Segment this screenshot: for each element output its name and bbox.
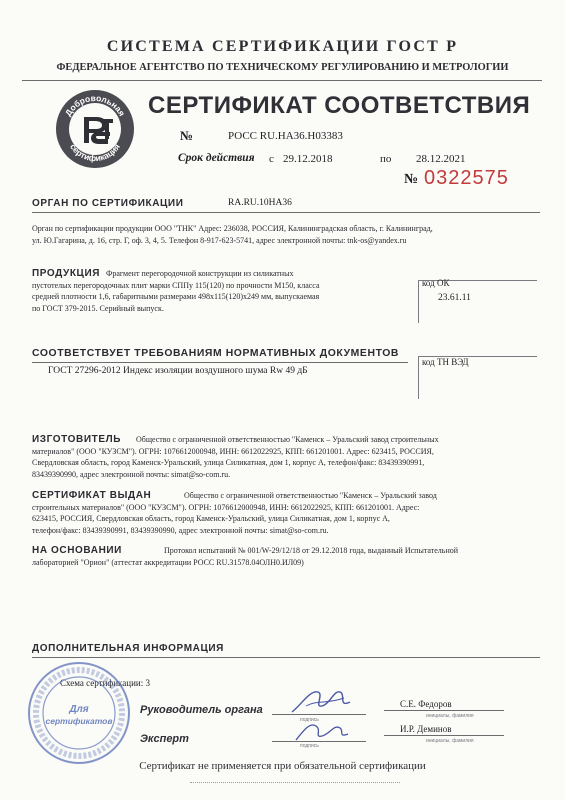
product-line: Фрагмент перегородочной конструкции из силикатных [106,269,294,278]
issued-to-label: СЕРТИФИКАТ ВЫДАН [32,490,152,501]
stamp [26,660,132,766]
certification-body-divider [32,212,540,213]
manufacturer-line: Общество с ограниченной ответственностью "Каменск – Уральский завод строительных [136,435,439,444]
head-name-caption: инициалы, фамилия [426,713,474,719]
basis-line: лабораторией "Орион" (аттестат аккредитации РОСС RU.31578.04ОЛН0.ИЛ09) [32,557,304,567]
logo-text-bottom: сертификация [68,141,122,164]
blank-number-sign: № [404,172,419,187]
head-label: Руководитель органа [140,704,263,716]
blank-number: 0322575 [424,167,509,189]
certification-body-line: ул. Ю.Гагарина, д. 16, стр. Г, оф. 3, 4, 5. Телефон 8-917-623-5741, адрес электронной почты: tnk-os@yandex.ru [32,235,407,245]
head-signature-icon [288,684,358,718]
certificate-number: РОСС RU.НА36.Н03383 [228,130,343,142]
footer-print-line [190,782,400,785]
expert-name-caption: инициалы, фамилия [426,738,474,744]
stamp-center-line2: сертификатов [45,716,113,726]
rst-logo [54,88,136,170]
expert-label: Эксперт [140,733,189,745]
manufacturer-line: материалов" (ООО "КУЗСМ"). ОГРН: 1076612000948, ИНН: 6612022925, КПП: 661201001. Адрес: 623415, РОССИЯ, [32,446,434,456]
issued-to-line: 623415, РОССИЯ, Свердловская область, город Каменск-Уральский, улица Силикатная, дом 1, корпус А, [32,514,390,524]
product-line: средней плотности 1,6, габаритными размерами 498х115(120)х249 мм, выпускаемая [32,292,320,302]
manufacturer-line: 83439390990, адрес электронной почты: simat@so-com.ru. [32,469,231,479]
certification-body-code: RA.RU.10HA36 [228,198,292,208]
issued-to-line: телефон/факс: 83439390991, 83439390990, адрес электронной почты: simat@so-com.ru. [32,525,329,535]
tnved-code-label: код ТН ВЭД [422,357,469,367]
head-name-line [384,710,504,711]
conformity-text: ГОСТ 27296-2012 Индекс изоляции воздушного шума Rw 49 дБ [48,366,308,376]
certificate-title: СЕРТИФИКАТ СООТВЕТСТВИЯ [148,92,531,119]
agency-title: ФЕДЕРАЛЬНОЕ АГЕНТСТВО ПО ТЕХНИЧЕСКОМУ РЕГУЛИРОВАНИЮ И МЕТРОЛОГИИ [56,62,509,73]
validity-from-label: с [269,153,274,165]
expert-signature-icon [292,716,352,746]
footer-note: Сертификат не применяется при обязательной сертификации [139,760,426,772]
head-signature-caption: подпись [300,717,319,723]
validity-from-date: 29.12.2018 [283,153,333,165]
certification-body-text [32,223,542,246]
ok-code-value: 23.61.11 [438,293,471,303]
certification-body-line: Орган по сертификации продукции ООО "ТНК" Адрес: 236038, РОССИЯ, Калининградская область, г. Калининград, [32,224,433,233]
expert-signature-caption: подпись [300,743,319,749]
head-name: С.Е. Федоров [400,699,452,709]
issued-to-line: Общество с ограниченной ответственностью "Каменск – Уральский завод [184,491,437,500]
number-sign: № [180,128,194,143]
manufacturer-label: ИЗГОТОВИТЕЛЬ [32,434,121,445]
conformity-divider [32,362,408,363]
expert-name: И.Р. Деминов [400,724,452,734]
basis-label: НА ОСНОВАНИИ [32,545,122,556]
issued-to-text [32,490,544,536]
product-line: по ГОСТ 379-2015. Серийный выпуск. [32,303,164,313]
system-title: СИСТЕМА СЕРТИФИКАЦИИ ГОСТ Р [106,38,459,55]
scheme-text: Схема сертификации: 3 [60,678,150,688]
additional-info-divider [32,657,540,658]
validity-label: Срок действия [178,152,255,164]
conformity-label: СООТВЕТСТВУЕТ ТРЕБОВАНИЯМ НОРМАТИВНЫХ ДОКУМЕНТОВ [32,348,400,359]
expert-name-line [384,735,504,736]
header-divider [22,80,542,81]
stamp-icon [26,660,132,766]
ok-code-label: код ОК [422,278,450,288]
rst-logo-icon [54,88,136,170]
logo-text-top: Добровольная [62,92,128,118]
validity-to-date: 28.12.2021 [416,153,466,165]
product-line: пустотелых перегородочных плит марки СППу 115(120) по прочности М150, класса [32,280,320,290]
issued-to-line: строительных материалов" (ООО "КУЗСМ"). ОГРН: 1076612000948, ИНН: 6612022925, КПП: 661201001. Адрес: [32,502,420,512]
certification-body-label: ОРГАН ПО СЕРТИФИКАЦИИ [32,198,184,209]
manufacturer-line: Свердловская область, город Каменск-Уральский, улица Силикатная, дом 1, корпус А, телефон/факс: 83439390991, [32,458,425,468]
basis-line: Протокол испытаний № 001/W-29/12/18 от 29.12.2018 года, выданный Испытательной [164,546,459,555]
validity-to-label: по [380,153,392,165]
stamp-center-line1: Для [69,704,89,715]
product-text [32,268,412,314]
additional-info-label: ДОПОЛНИТЕЛЬНАЯ ИНФОРМАЦИЯ [32,643,224,654]
product-label: ПРОДУКЦИЯ [32,268,101,279]
manufacturer-text [32,434,544,480]
basis-text [32,545,544,568]
